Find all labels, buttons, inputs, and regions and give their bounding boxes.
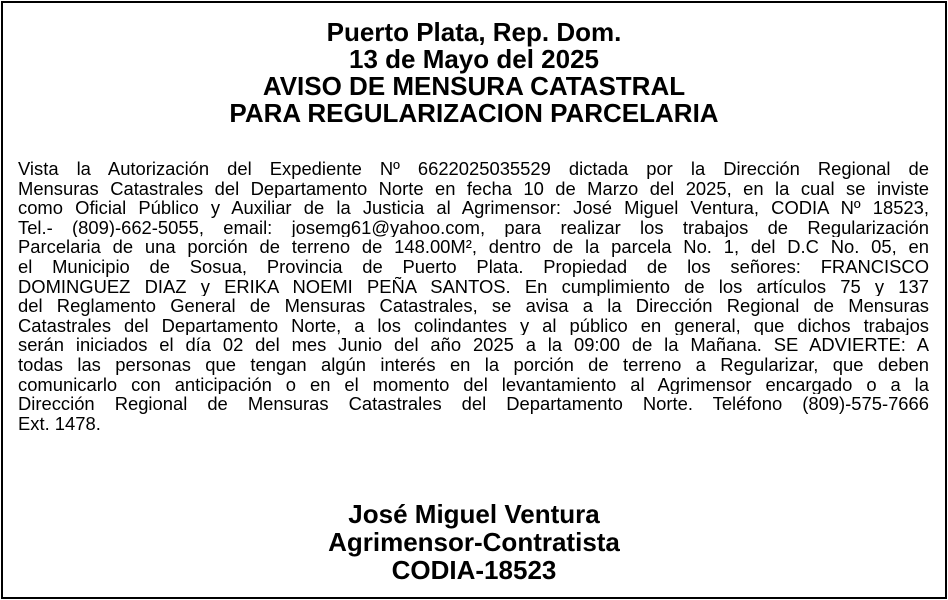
date-line: 13 de Mayo del 2025	[348, 44, 600, 74]
body-line-7: DOMINGUEZ DIAZ y ERIKA NOEMI PEÑA SANTOS. En cumplimiento de los artículos 75 y 137	[18, 276, 929, 297]
signature-block	[3, 500, 945, 584]
body-line-8: del Reglamento General de Mensuras Catastrales, se avisa a la Dirección Regional de Mensuras	[18, 296, 929, 316]
signer-codia: CODIA-18523	[391, 555, 557, 585]
signer-role: Agrimensor-Contratista	[328, 527, 620, 557]
body-line-1: Vista la Autorización del Expediente Nº 6622025035529 dictada por la Dirección Regional de	[18, 159, 929, 179]
body-line-5: Parcelaria de una porción de terreno de 148.00M², dentro de la parcela No. 1, del D.C No. 05, en	[18, 237, 929, 257]
body-line-3: como Oficial Público y Auxiliar de la Justicia al Agrimensor: José Miguel Ventura, CODIA Nº 18523,	[18, 198, 929, 218]
body-line-13: Dirección Regional de Mensuras Catastrales del Departamento Norte. Teléfono (809)-575-7666	[18, 394, 929, 414]
title-line-1: AVISO DE MENSURA CATASTRAL	[262, 71, 686, 101]
notice-frame	[1, 1, 947, 599]
body-line-14: Ext. 1478.	[18, 413, 101, 434]
body-line-11: todas las personas que tengan algún interés en la porción de terreno a Regularizar, que deben	[18, 354, 929, 375]
notice-header	[3, 19, 945, 127]
notice-body	[18, 159, 929, 433]
body-line-4: Tel.- (809)-662-5055, email: josemg61@yahoo.com, para realizar los trabajos de Regularización	[18, 217, 929, 238]
body-line-12: comunicarlo con anticipación o en el momento del levantamiento al Agrimensor encargado o a la	[18, 374, 929, 395]
body-line-10: serán iniciados el día 02 del mes Junio del año 2025 a la 09:00 de la Mañana. SE ADVIERTE: A	[18, 335, 929, 355]
body-line-9: Catastrales del Departamento Norte, a los colindantes y al público en general, que dichos trabajos	[18, 315, 929, 336]
body-line-6: el Municipio de Sosua, Provincia de Puerto Plata. Propiedad de los señores: FRANCISCO	[18, 256, 929, 277]
title-line-2: PARA REGULARIZACION PARCELARIA	[229, 98, 719, 128]
location-line: Puerto Plata, Rep. Dom.	[326, 17, 622, 47]
signer-name: José Miguel Ventura	[348, 499, 600, 529]
body-line-2: Mensuras Catastrales del Departamento Norte en fecha 10 de Marzo del 2025, en la cual se inviste	[18, 178, 929, 199]
